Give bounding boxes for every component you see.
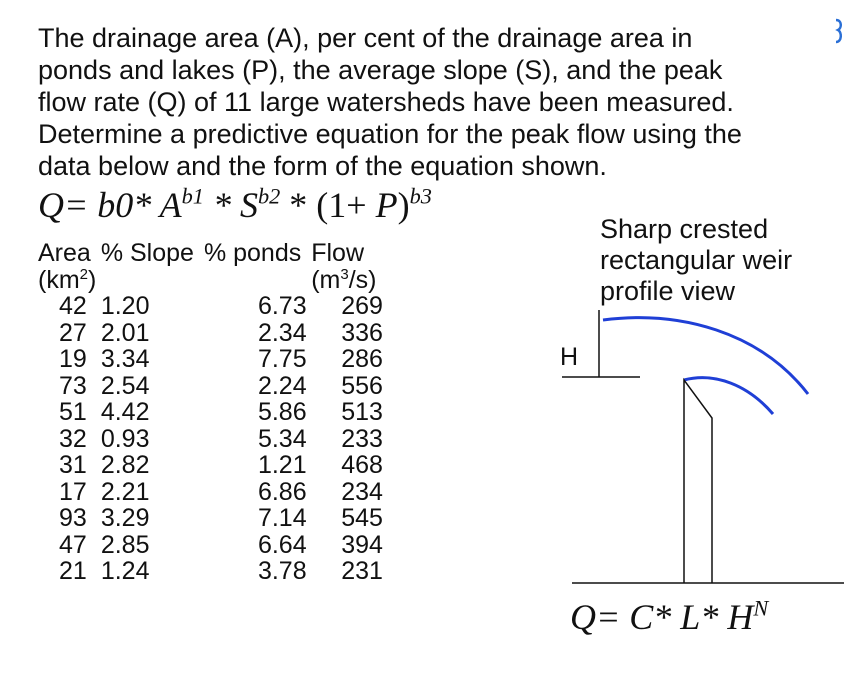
weir-eq-mid: = C* L* H	[596, 597, 754, 637]
cell-slope: 3.29	[100, 504, 150, 532]
problem-line: Determine a predictive equation for the peak flow using the	[38, 119, 742, 149]
cell-ponds: 5.34	[257, 424, 307, 453]
cell-slope: 1.20	[100, 292, 150, 320]
eq-q: Q	[38, 185, 64, 225]
cell-area: 47	[59, 530, 87, 559]
cell-flow: 269	[341, 292, 383, 320]
weir-title-line: rectangular weir	[600, 245, 793, 275]
header-slope: % Slope	[100, 239, 194, 267]
eq-exp-b3: b3	[409, 183, 432, 209]
unit-area-close: )	[88, 265, 97, 294]
cell-area: 31	[59, 451, 87, 479]
cell-area: 51	[59, 398, 87, 426]
cell-ponds: 3.78	[257, 557, 307, 585]
weir-plate	[684, 380, 712, 583]
cell-flow: 233	[341, 424, 383, 453]
cell-ponds: 1.21	[257, 451, 307, 479]
cell-flow: 556	[341, 371, 383, 400]
cell-slope: 2.82	[100, 451, 150, 479]
cell-area: 93	[59, 504, 87, 532]
weir-eq-q: Q	[570, 597, 596, 637]
cell-area: 32	[59, 424, 87, 453]
cell-area: 17	[59, 477, 87, 506]
water-surface-curve	[603, 318, 808, 394]
cell-area: 42	[59, 292, 87, 320]
weir-title-line: profile view	[600, 276, 736, 306]
cell-flow: 513	[341, 398, 383, 426]
cell-area: 21	[59, 557, 87, 585]
problem-line: ponds and lakes (P), the average slope (S), and the peak	[38, 55, 723, 85]
cell-slope: 2.54	[100, 371, 150, 400]
cell-flow: 336	[341, 318, 383, 347]
cell-slope: 3.34	[100, 345, 150, 373]
header-flow: Flow	[311, 239, 365, 267]
head-label: H	[560, 343, 579, 371]
eq-exp-b1: b1	[181, 183, 204, 209]
cell-flow: 231	[341, 557, 383, 585]
cell-area: 27	[59, 318, 87, 347]
cell-ponds: 7.75	[257, 345, 307, 373]
cell-slope: 4.42	[100, 398, 150, 426]
cell-slope: 2.85	[100, 530, 150, 559]
unit-flow-close: /s)	[348, 265, 377, 294]
cell-slope: 2.01	[100, 318, 150, 347]
cell-ponds: 6.86	[257, 477, 307, 506]
cell-ponds: 5.86	[257, 398, 307, 426]
cell-slope: 0.93	[100, 424, 150, 453]
eq-close: )	[397, 185, 410, 225]
weir-equation	[570, 596, 768, 638]
problem-line: flow rate (Q) of 11 large watersheds have been measured.	[38, 87, 734, 117]
eq-p: P	[375, 185, 398, 225]
cell-area: 73	[59, 371, 87, 400]
edge-bracket-icon	[834, 18, 844, 44]
unit-flow-text: (m	[311, 265, 341, 294]
cell-flow: 545	[341, 504, 383, 532]
weir-eq-exp-n: N	[753, 595, 769, 621]
problem-line: The drainage area (A), per cent of the drainage area in	[38, 23, 693, 53]
cell-ponds: 7.14	[257, 504, 307, 532]
unit-area-text: (km	[38, 265, 80, 294]
problem-line: data below and the form of the equation shown.	[38, 151, 607, 181]
cell-ponds: 6.64	[257, 530, 307, 559]
cell-ponds: 2.24	[257, 371, 307, 400]
cell-slope: 1.24	[100, 557, 150, 585]
cell-area: 19	[59, 345, 87, 373]
eq-open: * (1+	[280, 185, 376, 225]
header-ponds: % ponds	[203, 239, 302, 267]
weir-title-line: Sharp crested	[600, 214, 769, 244]
cell-slope: 2.21	[100, 477, 150, 506]
cell-flow: 286	[341, 345, 383, 373]
cell-flow: 468	[341, 451, 383, 479]
cell-ponds: 2.34	[257, 318, 307, 347]
eq-b0-a: = b0* A	[64, 185, 182, 225]
cell-flow: 394	[341, 530, 383, 559]
header-area: Area	[38, 239, 91, 267]
nappe-curve	[684, 378, 773, 414]
unit-flow-exp: 3	[340, 265, 349, 283]
unit-area-exp: 2	[79, 265, 88, 283]
cell-flow: 234	[341, 477, 383, 506]
eq-s: * S	[203, 185, 258, 225]
eq-exp-b2: b2	[257, 183, 281, 209]
cell-ponds: 6.73	[257, 292, 307, 320]
